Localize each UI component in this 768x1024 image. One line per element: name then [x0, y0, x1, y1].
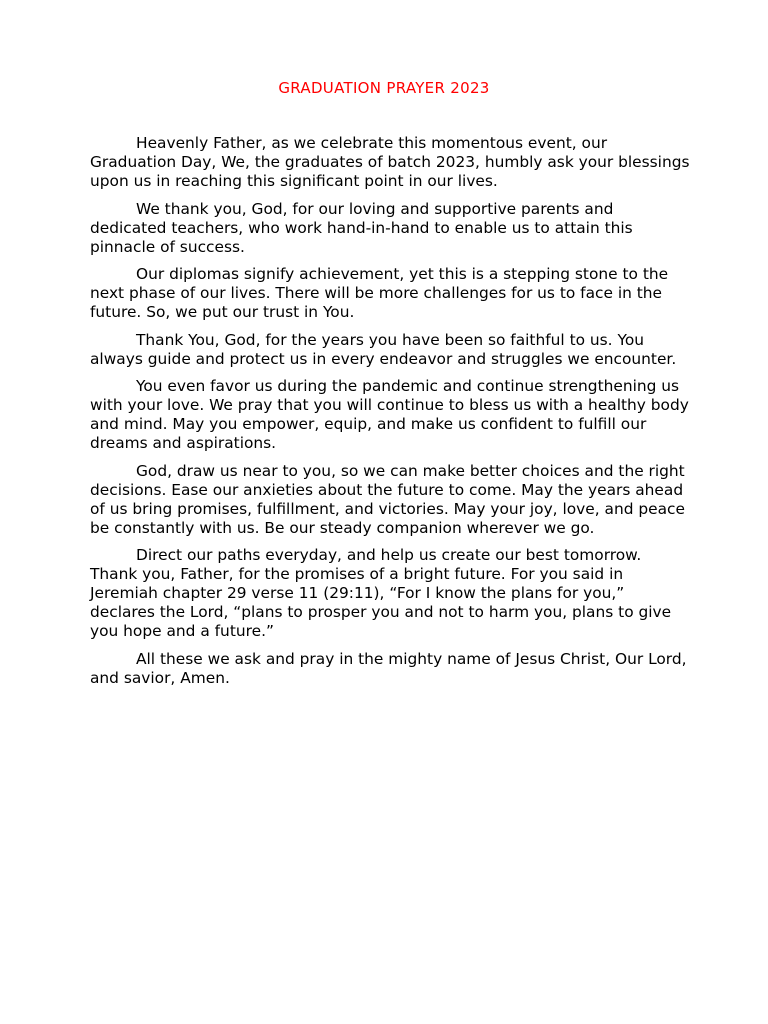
paragraph-5: You even favor us during the pandemic and continue strengthening us with your love. We pray that you will continue to bless us with a healthy body and mind. May you empower, equip, and make us confident to fulfill our dreams and aspirations.: [90, 377, 689, 452]
paragraph-4: Thank You, God, for the years you have been so faithful to us. You always guide and protect us in every endeavor and struggles we encounter.: [90, 330, 677, 368]
paragraph-1: Heavenly Father, as we celebrate this momentous event, our Graduation Day, We, the graduates of batch 2023, humbly ask your blessings upon us in reaching this significant point in our lives.: [90, 134, 690, 190]
document-title: GRADUATION PRAYER 2023: [278, 79, 490, 97]
paragraph-8: All these we ask and pray in the mighty name of Jesus Christ, Our Lord, and savior, Amen.: [90, 649, 687, 687]
paragraph-6: God, draw us near to you, so we can make better choices and the right decisions. Ease our anxieties about the future to come. May the years ahead of us bring promises, fulfillment, and victories. May your joy, love, and peace be constantly with us. Be our steady companion wherever we go.: [90, 461, 685, 537]
document-body: [90, 134, 690, 696]
paragraph-3: Our diplomas signify achievement, yet this is a stepping stone to the next phase of our lives. There will be more challenges for us to face in the future. So, we put our trust in You.: [90, 265, 669, 321]
paragraph-2: We thank you, God, for our loving and supportive parents and dedicated teachers, who work hand-in-hand to enable us to attain this pinnacle of success.: [90, 199, 633, 256]
paragraph-7: Direct our paths everyday, and help us create our best tomorrow. Thank you, Father, for the promises of a bright future. For you said in Jeremiah chapter 29 verse 11 (29:11), “For I know the plans for you,” declares the Lord, “plans to prosper you and not to harm you, plans to give you hope and a future.”: [90, 546, 672, 640]
